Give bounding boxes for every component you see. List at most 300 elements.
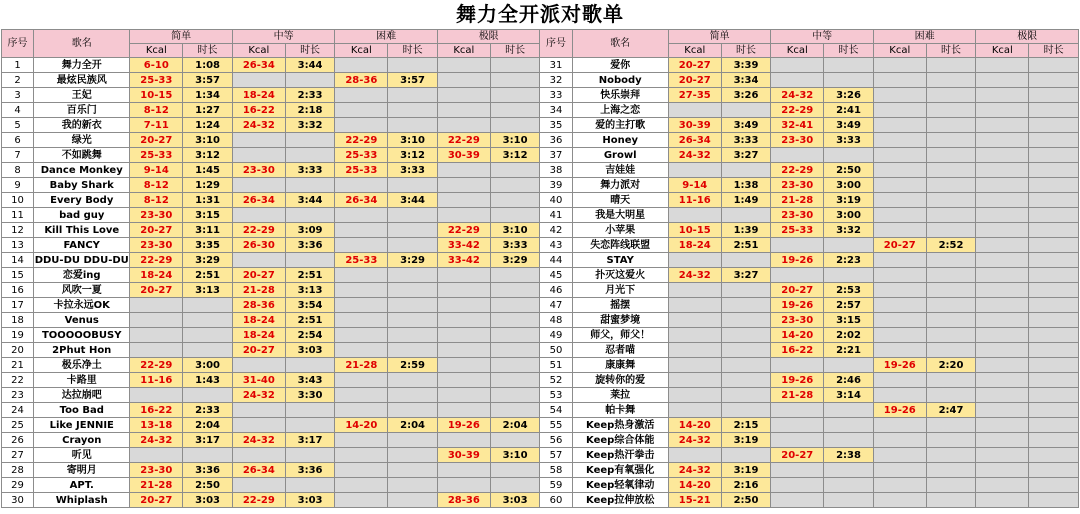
song-name: Crayon (34, 433, 130, 448)
empty-cell (437, 178, 490, 193)
empty-cell (873, 283, 926, 298)
row-index: 52 (540, 373, 572, 388)
kcal-medium: 19-26 (771, 298, 824, 313)
duration-easy: 3:19 (721, 463, 771, 478)
empty-cell (130, 343, 183, 358)
table-row (2, 238, 1079, 253)
empty-cell (335, 343, 388, 358)
empty-cell (976, 433, 1029, 448)
empty-cell (771, 148, 824, 163)
row-index: 21 (2, 358, 34, 373)
header-kcal: Kcal (130, 44, 183, 58)
song-name: 极乐净土 (34, 358, 130, 373)
duration-medium: 3:54 (285, 298, 335, 313)
empty-cell (490, 403, 540, 418)
empty-cell (335, 463, 388, 478)
duration-easy: 3:36 (183, 463, 233, 478)
empty-cell (388, 178, 438, 193)
empty-cell (668, 373, 721, 388)
header-kcal: Kcal (232, 44, 285, 58)
duration-medium: 2:02 (824, 328, 874, 343)
empty-cell (130, 448, 183, 463)
empty-cell (873, 268, 926, 283)
duration-easy: 1:27 (183, 103, 233, 118)
empty-cell (824, 493, 874, 508)
kcal-medium: 24-32 (771, 88, 824, 103)
empty-cell (926, 73, 976, 88)
kcal-easy: 9-14 (130, 163, 183, 178)
page-title: 舞力全开派对歌单 (456, 2, 624, 26)
empty-cell (1029, 283, 1079, 298)
duration-medium: 3:36 (285, 238, 335, 253)
duration-easy: 1:38 (721, 178, 771, 193)
duration-easy: 3:17 (183, 433, 233, 448)
empty-cell (721, 298, 771, 313)
duration-medium: 2:54 (285, 328, 335, 343)
empty-cell (437, 163, 490, 178)
row-index: 53 (540, 388, 572, 403)
empty-cell (976, 298, 1029, 313)
duration-medium: 2:51 (285, 313, 335, 328)
empty-cell (926, 178, 976, 193)
empty-cell (388, 448, 438, 463)
song-name: 王妃 (34, 88, 130, 103)
kcal-medium: 23-30 (771, 313, 824, 328)
duration-easy: 1:45 (183, 163, 233, 178)
empty-cell (668, 358, 721, 373)
empty-cell (1029, 73, 1079, 88)
kcal-easy: 16-22 (130, 403, 183, 418)
kcal-extreme: 19-26 (437, 418, 490, 433)
empty-cell (183, 388, 233, 403)
empty-cell (183, 328, 233, 343)
duration-easy: 1:49 (721, 193, 771, 208)
song-name: Kill This Love (34, 223, 130, 238)
table-row (2, 268, 1079, 283)
empty-cell (873, 433, 926, 448)
table-row (2, 88, 1079, 103)
duration-easy: 3:03 (183, 493, 233, 508)
duration-medium: 2:51 (285, 268, 335, 283)
row-index: 4 (2, 103, 34, 118)
song-name: Baby Shark (34, 178, 130, 193)
empty-cell (1029, 253, 1079, 268)
empty-cell (388, 103, 438, 118)
empty-cell (437, 298, 490, 313)
empty-cell (285, 73, 335, 88)
kcal-easy: 23-30 (130, 208, 183, 223)
empty-cell (437, 358, 490, 373)
empty-cell (926, 283, 976, 298)
empty-cell (926, 118, 976, 133)
kcal-hard: 14-20 (335, 418, 388, 433)
song-name: 风吹一夏 (34, 283, 130, 298)
duration-medium: 2:33 (285, 88, 335, 103)
duration-medium: 3:03 (285, 493, 335, 508)
empty-cell (976, 223, 1029, 238)
kcal-easy: 13-18 (130, 418, 183, 433)
kcal-medium: 19-26 (771, 373, 824, 388)
empty-cell (873, 478, 926, 493)
kcal-easy: 23-30 (130, 238, 183, 253)
header-index: 序号 (540, 30, 572, 58)
empty-cell (721, 313, 771, 328)
kcal-extreme: 28-36 (437, 493, 490, 508)
empty-cell (1029, 193, 1079, 208)
empty-cell (490, 388, 540, 403)
empty-cell (976, 58, 1029, 73)
empty-cell (721, 388, 771, 403)
empty-cell (388, 223, 438, 238)
row-index: 18 (2, 313, 34, 328)
song-name: DDU-DU DDU-DU (34, 254, 129, 266)
kcal-medium: 25-33 (771, 223, 824, 238)
song-name: 听见 (34, 448, 130, 463)
empty-cell (771, 268, 824, 283)
row-index: 29 (2, 478, 34, 493)
row-index: 9 (2, 178, 34, 193)
duration-medium: 3:00 (824, 178, 874, 193)
empty-cell (873, 253, 926, 268)
row-index: 3 (2, 88, 34, 103)
song-name: 莱拉 (572, 388, 668, 403)
song-name: Honey (572, 133, 668, 148)
kcal-extreme: 22-29 (437, 133, 490, 148)
song-name: APT. (34, 478, 130, 493)
empty-cell (873, 388, 926, 403)
empty-cell (388, 478, 438, 493)
kcal-hard: 25-33 (335, 148, 388, 163)
row-index: 50 (540, 343, 572, 358)
duration-medium: 2:46 (824, 373, 874, 388)
table-row (2, 478, 1079, 493)
empty-cell (388, 298, 438, 313)
song-name: 月光下 (572, 283, 668, 298)
header-level-medium: 中等 (232, 30, 335, 44)
empty-cell (232, 148, 285, 163)
kcal-extreme: 22-29 (437, 223, 490, 238)
empty-cell (926, 103, 976, 118)
row-index: 7 (2, 148, 34, 163)
empty-cell (668, 103, 721, 118)
kcal-medium: 26-30 (232, 238, 285, 253)
empty-cell (1029, 298, 1079, 313)
empty-cell (490, 73, 540, 88)
empty-cell (824, 433, 874, 448)
duration-easy: 3:13 (183, 283, 233, 298)
song-name: 舞力全开 (34, 58, 130, 73)
song-name: 晴天 (572, 193, 668, 208)
song-name: 帕卡舞 (572, 403, 668, 418)
kcal-medium: 19-26 (771, 253, 824, 268)
kcal-easy: 24-32 (668, 463, 721, 478)
empty-cell (668, 163, 721, 178)
duration-medium: 3:49 (824, 118, 874, 133)
empty-cell (668, 283, 721, 298)
kcal-easy: 7-11 (130, 118, 183, 133)
duration-medium: 3:15 (824, 313, 874, 328)
empty-cell (232, 133, 285, 148)
empty-cell (668, 343, 721, 358)
empty-cell (232, 403, 285, 418)
kcal-hard: 26-34 (335, 193, 388, 208)
row-index: 20 (2, 343, 34, 358)
kcal-easy: 21-28 (130, 478, 183, 493)
empty-cell (388, 283, 438, 298)
empty-cell (824, 268, 874, 283)
empty-cell (976, 193, 1029, 208)
empty-cell (926, 433, 976, 448)
kcal-medium: 24-32 (232, 118, 285, 133)
empty-cell (490, 103, 540, 118)
song-name: Growl (572, 148, 668, 163)
header-level-extreme: 极限 (437, 30, 540, 44)
kcal-hard: 22-29 (335, 133, 388, 148)
empty-cell (976, 73, 1029, 88)
empty-cell (824, 238, 874, 253)
duration-easy: 3:26 (721, 88, 771, 103)
row-index: 46 (540, 283, 572, 298)
song-name: Dance Monkey (34, 163, 130, 178)
kcal-easy: 8-12 (130, 193, 183, 208)
empty-cell (285, 418, 335, 433)
header-level-hard: 困难 (873, 30, 976, 44)
kcal-easy: 14-20 (668, 418, 721, 433)
kcal-medium: 26-34 (232, 58, 285, 73)
empty-cell (335, 238, 388, 253)
empty-cell (130, 313, 183, 328)
duration-extreme: 3:10 (490, 223, 540, 238)
empty-cell (976, 178, 1029, 193)
empty-cell (926, 58, 976, 73)
table-row (2, 208, 1079, 223)
row-index: 49 (540, 328, 572, 343)
table-row (2, 298, 1079, 313)
empty-cell (285, 208, 335, 223)
empty-cell (490, 433, 540, 448)
empty-cell (335, 448, 388, 463)
duration-easy: 1:31 (183, 193, 233, 208)
empty-cell (437, 328, 490, 343)
duration-extreme: 3:33 (490, 238, 540, 253)
empty-cell (976, 418, 1029, 433)
song-name: Keep综合体能 (572, 433, 668, 448)
duration-extreme: 3:10 (490, 133, 540, 148)
empty-cell (388, 433, 438, 448)
empty-cell (388, 403, 438, 418)
kcal-medium: 31-40 (232, 373, 285, 388)
song-name: 达拉崩吧 (34, 388, 130, 403)
empty-cell (771, 478, 824, 493)
empty-cell (388, 238, 438, 253)
empty-cell (437, 208, 490, 223)
duration-easy: 2:51 (183, 268, 233, 283)
duration-medium: 3:32 (824, 223, 874, 238)
kcal-medium: 23-30 (771, 178, 824, 193)
kcal-extreme: 30-39 (437, 148, 490, 163)
duration-medium: 3:09 (285, 223, 335, 238)
empty-cell (490, 313, 540, 328)
duration-medium: 3:43 (285, 373, 335, 388)
empty-cell (873, 418, 926, 433)
row-index: 33 (540, 88, 572, 103)
duration-easy: 2:33 (183, 403, 233, 418)
song-name: 甜蜜梦境 (572, 313, 668, 328)
empty-cell (873, 343, 926, 358)
empty-cell (130, 388, 183, 403)
duration-easy: 2:50 (721, 493, 771, 508)
empty-cell (490, 118, 540, 133)
row-index: 41 (540, 208, 572, 223)
duration-easy: 1:08 (183, 58, 233, 73)
duration-hard: 2:59 (388, 358, 438, 373)
header-kcal: Kcal (437, 44, 490, 58)
kcal-hard: 19-26 (873, 403, 926, 418)
empty-cell (232, 478, 285, 493)
empty-cell (232, 418, 285, 433)
row-index: 30 (2, 493, 34, 508)
table-row (2, 313, 1079, 328)
kcal-easy: 6-10 (130, 58, 183, 73)
row-index: 16 (2, 283, 34, 298)
kcal-easy: 15-21 (668, 493, 721, 508)
empty-cell (490, 328, 540, 343)
row-index: 15 (2, 268, 34, 283)
empty-cell (1029, 403, 1079, 418)
kcal-easy: 8-12 (130, 103, 183, 118)
empty-cell (926, 418, 976, 433)
header-duration: 时长 (183, 44, 233, 58)
empty-cell (824, 478, 874, 493)
empty-cell (335, 388, 388, 403)
kcal-easy: 25-33 (130, 148, 183, 163)
table-row (2, 103, 1079, 118)
empty-cell (668, 298, 721, 313)
kcal-medium: 26-34 (232, 463, 285, 478)
empty-cell (771, 493, 824, 508)
empty-cell (437, 433, 490, 448)
row-index: 43 (540, 238, 572, 253)
kcal-extreme: 33-42 (437, 253, 490, 268)
empty-cell (926, 223, 976, 238)
song-name: 上海之恋 (572, 103, 668, 118)
kcal-easy: 20-27 (130, 493, 183, 508)
song-name: Keep热身激活 (572, 418, 668, 433)
empty-cell (490, 373, 540, 388)
row-index: 22 (2, 373, 34, 388)
duration-medium: 3:26 (824, 88, 874, 103)
empty-cell (1029, 358, 1079, 373)
kcal-easy: 23-30 (130, 463, 183, 478)
empty-cell (771, 433, 824, 448)
song-name: 快乐崇拜 (572, 88, 668, 103)
table-row (2, 193, 1079, 208)
empty-cell (335, 118, 388, 133)
empty-cell (1029, 118, 1079, 133)
empty-cell (976, 88, 1029, 103)
empty-cell (771, 418, 824, 433)
empty-cell (490, 343, 540, 358)
kcal-medium: 23-30 (771, 208, 824, 223)
empty-cell (1029, 478, 1079, 493)
empty-cell (926, 253, 976, 268)
kcal-medium: 26-34 (232, 193, 285, 208)
duration-easy: 3:33 (721, 133, 771, 148)
song-name: 我是大明星 (572, 208, 668, 223)
duration-medium: 2:41 (824, 103, 874, 118)
empty-cell (668, 388, 721, 403)
song-name: Keep有氧强化 (572, 463, 668, 478)
row-index: 17 (2, 298, 34, 313)
header-song: 歌名 (572, 30, 668, 58)
song-name: STAY (572, 253, 668, 268)
empty-cell (976, 328, 1029, 343)
empty-cell (437, 58, 490, 73)
row-index: 2 (2, 73, 34, 88)
empty-cell (437, 73, 490, 88)
empty-cell (1029, 493, 1079, 508)
empty-cell (873, 208, 926, 223)
empty-cell (1029, 208, 1079, 223)
duration-easy: 3:27 (721, 148, 771, 163)
song-name: 最炫民族风 (34, 73, 130, 88)
duration-hard: 2:04 (388, 418, 438, 433)
empty-cell (437, 268, 490, 283)
empty-cell (976, 268, 1029, 283)
row-index: 57 (540, 448, 572, 463)
kcal-easy: 14-20 (668, 478, 721, 493)
empty-cell (721, 328, 771, 343)
empty-cell (926, 208, 976, 223)
empty-cell (232, 448, 285, 463)
empty-cell (1029, 448, 1079, 463)
duration-medium: 2:50 (824, 163, 874, 178)
kcal-medium: 21-28 (771, 193, 824, 208)
empty-cell (335, 403, 388, 418)
empty-cell (873, 58, 926, 73)
duration-extreme: 3:12 (490, 148, 540, 163)
row-index: 39 (540, 178, 572, 193)
song-name: 康康舞 (572, 358, 668, 373)
row-index: 5 (2, 118, 34, 133)
duration-medium: 3:33 (824, 133, 874, 148)
duration-easy: 1:29 (183, 178, 233, 193)
empty-cell (926, 298, 976, 313)
empty-cell (232, 73, 285, 88)
kcal-medium: 21-28 (232, 283, 285, 298)
header-duration: 时长 (388, 44, 438, 58)
duration-medium: 3:13 (285, 283, 335, 298)
duration-easy: 3:19 (721, 433, 771, 448)
kcal-easy: 25-33 (130, 73, 183, 88)
empty-cell (183, 448, 233, 463)
kcal-medium: 22-29 (771, 163, 824, 178)
empty-cell (1029, 163, 1079, 178)
empty-cell (388, 208, 438, 223)
kcal-easy: 20-27 (130, 133, 183, 148)
row-index: 26 (2, 433, 34, 448)
empty-cell (285, 253, 335, 268)
empty-cell (824, 58, 874, 73)
kcal-medium: 18-24 (232, 88, 285, 103)
kcal-medium: 18-24 (232, 313, 285, 328)
table-row (2, 73, 1079, 88)
header-duration: 时长 (721, 44, 771, 58)
kcal-medium: 16-22 (232, 103, 285, 118)
kcal-easy: 8-12 (130, 178, 183, 193)
duration-easy: 3:00 (183, 358, 233, 373)
song-name: 百乐门 (34, 103, 130, 118)
